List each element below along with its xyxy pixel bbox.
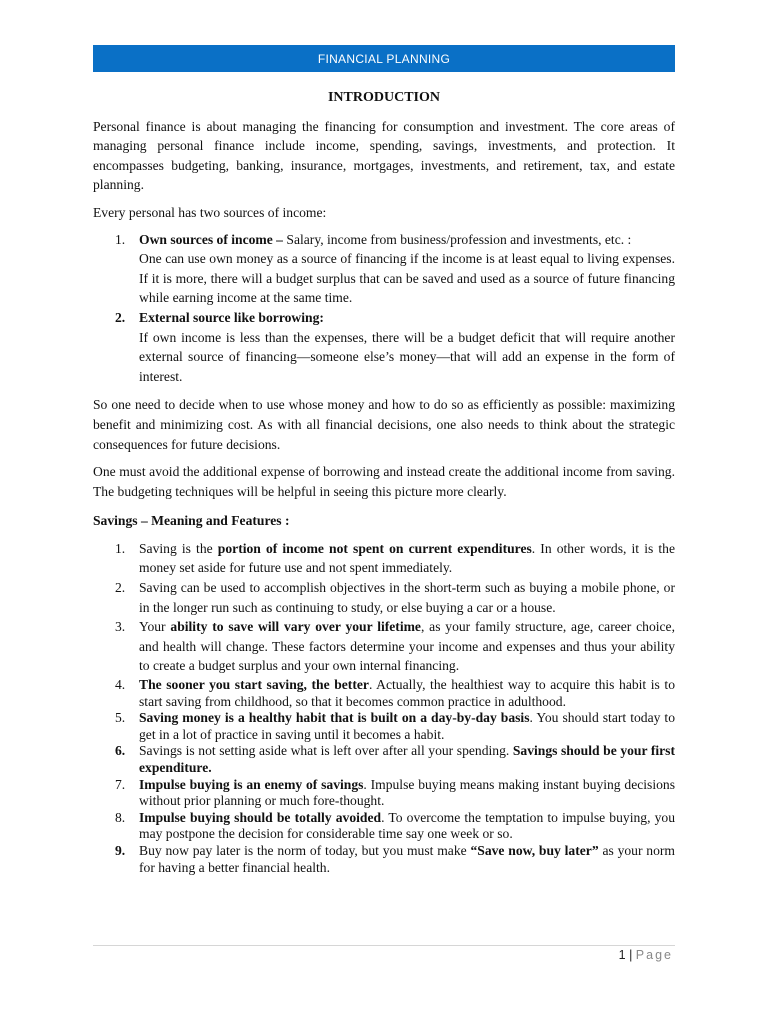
list-item (93, 743, 675, 776)
list-item-text: . In other words, it is the money set aside for future use and not spent immediately. (139, 540, 675, 576)
list-item-text: Buy now pay later is the norm of today, but you must make (139, 842, 471, 858)
list-item-emphasis: Saving money is a healthy habit that is built on a day-by-day basis (139, 710, 530, 726)
list-item-text: Savings is not setting aside what is left over after all your spending. (139, 743, 513, 759)
list-item-text: , as your family structure, age, career choice, and health will change. These factors determine your income and expenses and thus your ability to create a budget surplus and your own internal financing. (139, 619, 675, 674)
list-number: 7. (115, 776, 126, 792)
list-item-detail: If own income is less than the expenses, there will be a budget deficit that will require another external source of financing—someone else’s money—that will add an expense in the form of interest. (139, 329, 675, 384)
list-item-heading: External source like borrowing: (139, 309, 324, 325)
page-number: 1 (618, 948, 626, 962)
decision-paragraph: So one need to decide when to use whose money and how to do so as efficiently as possible: maximizing benefit and minimizing cost. As with all financial decisions, one also needs to think about the strategic consequences for future decisions. (93, 397, 675, 452)
list-item-detail: One can use own money as a source of financing if the income is at least equal to living expenses. If it is more, there will a budget surplus that can be saved and used as a source of future financing while earning income at the same time. (139, 251, 675, 306)
page-title: INTRODUCTION (327, 90, 440, 105)
list-item (93, 810, 675, 843)
page-label: Page (635, 948, 673, 962)
list-item (93, 230, 675, 308)
savings-list-a (93, 539, 675, 676)
list-item (93, 677, 675, 710)
list-number: 5. (115, 710, 126, 726)
list-item (93, 777, 675, 810)
list-item (93, 308, 675, 386)
intro-paragraph: Personal finance is about managing the financing for consumption and investment. The core areas of managing personal finance include income, spending, savings, investments, and protection. It encompasses budgeting, banking, insurance, mortgages, investments, and retirement, tax, and estate planning. (93, 118, 675, 193)
page-footer (619, 948, 673, 962)
list-number: 1. (115, 540, 126, 556)
income-sources-list (93, 230, 675, 387)
header-title: FINANCIAL PLANNING (317, 51, 451, 66)
savings-heading: Savings – Meaning and Features : (93, 513, 290, 529)
list-item-emphasis: Impulse buying is an enemy of savings (139, 776, 364, 792)
savings-list-b (93, 677, 675, 876)
document-body (93, 86, 675, 876)
list-number: 9. (115, 842, 126, 858)
list-item-text: Salary, income from business/profession and investments, etc. : (282, 231, 632, 247)
list-item-emphasis: portion of income not spent on current expenditures (217, 540, 532, 556)
list-item (93, 843, 675, 876)
list-item (93, 539, 675, 578)
list-item-emphasis: The sooner you start saving, the better (139, 677, 369, 693)
list-item-text: Your (139, 619, 171, 635)
list-number: 8. (115, 809, 126, 825)
list-item-text: Saving is the (139, 540, 218, 556)
list-item-text: as your norm for having a better financial health. (139, 842, 676, 875)
list-number: 1. (115, 231, 126, 247)
sources-intro: Every personal has two sources of income: (93, 204, 327, 220)
avoid-borrowing-paragraph: One must avoid the additional expense of borrowing and instead create the additional income from saving. The budgeting techniques will be helpful in seeing this picture more clearly. (93, 464, 675, 499)
list-item-emphasis: Impulse buying should be totally avoided (139, 809, 382, 825)
list-item-text: . Impulse buying means making instant buying decisions without prior planning or much fore-thought. (139, 776, 675, 809)
list-item-heading: Own sources of income – (139, 231, 283, 247)
footer-separator: | (629, 948, 633, 962)
list-item (93, 617, 675, 676)
list-item-text: . You should start today to get in a lot of practice in saving until it becomes a habit. (139, 710, 675, 742)
footer-divider (93, 945, 675, 946)
list-item (93, 578, 675, 617)
list-item (93, 710, 675, 743)
list-number: 4. (115, 677, 126, 693)
list-item-emphasis: “Save now, buy later” (470, 842, 599, 858)
list-item-text: . To overcome the temptation to impulse buying, you may postpone the decision for considerable time say one week or so. (139, 809, 676, 842)
list-number: 6. (115, 743, 126, 759)
list-number: 2. (115, 580, 126, 596)
header-bar (93, 45, 675, 72)
list-number: 2. (115, 309, 126, 325)
list-item-emphasis: ability to save will vary over your lifetime (170, 619, 421, 635)
list-number: 3. (115, 619, 126, 635)
list-item-text: Saving can be used to accomplish objectives in the short-term such as buying a mobile phone, or in the longer run such as continuing to study, or else buying a car or a house. (139, 580, 675, 615)
list-item-emphasis: Savings should be your first expenditure. (139, 743, 675, 775)
list-item-text: . Actually, the healthiest way to acquire this habit is to start saving from childhood, so that it becomes common practice in adulthood. (139, 677, 675, 709)
